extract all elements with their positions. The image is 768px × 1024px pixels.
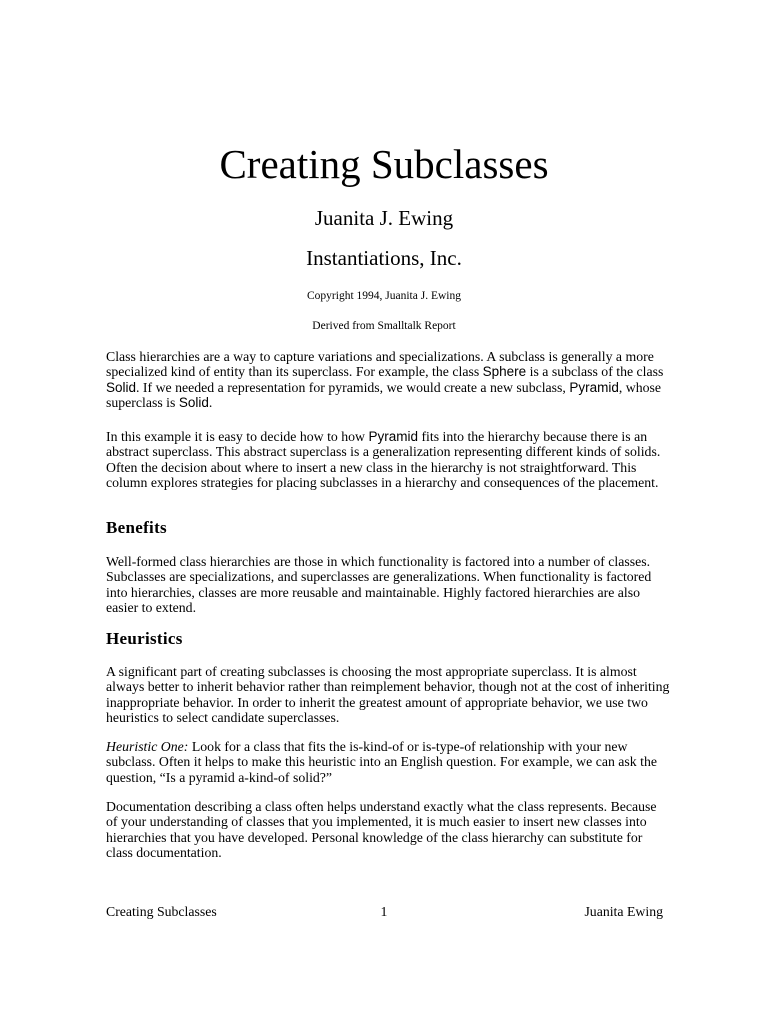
text-run: . If we needed a representation for pyramids, we would create a new subclass, bbox=[136, 379, 570, 395]
paragraph-text: Documentation describing a class often helps understand exactly what the class represents. Because of your understanding of classes that you implemented, it is much easier to insert new classes into hierarchies that you have developed. Personal knowledge of the class hierarchy can substitute for class documentation. bbox=[106, 799, 657, 860]
document-title: Creating Subclasses bbox=[219, 141, 549, 187]
benefits-heading: Benefits bbox=[106, 518, 167, 537]
intro-paragraph-2 bbox=[106, 429, 671, 490]
heuristics-heading: Heuristics bbox=[106, 629, 183, 648]
heuristics-paragraph-1 bbox=[106, 664, 671, 725]
footer-author: Juanita Ewing bbox=[584, 904, 663, 919]
document-author: Juanita J. Ewing bbox=[314, 206, 454, 230]
class-name: Sphere bbox=[482, 364, 527, 380]
class-name: Pyramid bbox=[569, 379, 619, 395]
class-name: Solid bbox=[106, 379, 137, 395]
text-run: fits into the hierarchy because there is an abstract superclass. This abstract superclass is a generalization representing different kinds of solids. Often the decision about where to insert a new class in the hierarchy is not straightforward. This column explores strategies for placing subclasses in a hierarchy and consequences of the placement. bbox=[106, 429, 661, 490]
class-name: Solid bbox=[178, 394, 209, 410]
footer-title: Creating Subclasses bbox=[106, 904, 217, 919]
class-name: Pyramid bbox=[368, 429, 418, 444]
text-run: , whose superclass is bbox=[106, 379, 661, 410]
derived-line: Derived from Smalltalk Report bbox=[312, 320, 456, 332]
copyright-line: Copyright 1994, Juanita J. Ewing bbox=[307, 290, 461, 302]
heuristics-paragraph-3 bbox=[106, 799, 671, 860]
document-organization: Instantiations, Inc. bbox=[306, 246, 462, 270]
text-run: In this example it is easy to decide how to how bbox=[106, 429, 369, 444]
text-run: . bbox=[208, 394, 213, 410]
paragraph-text: A significant part of creating subclasses is choosing the most appropriate superclass. It is almost always better to inherit behavior rather than reimplement behavior, though not at the cost of inheriting inappropriate behavior. In order to inherit the greatest amount of appropriate behavior, we use two heuristics to select candidate superclasses. bbox=[106, 664, 670, 725]
heuristic-label: Heuristic One: bbox=[106, 739, 189, 754]
benefits-paragraph bbox=[106, 554, 671, 615]
footer-page-number: 1 bbox=[380, 904, 388, 919]
text-run: is a subclass of the class bbox=[526, 364, 664, 380]
heuristics-paragraph-2 bbox=[106, 739, 671, 785]
paragraph-text: Well-formed class hierarchies are those in which functionality is factored into a number of classes. Subclasses are specializations, and superclasses are generalizations. When functionality is factored into hierarchies, classes are more reusable and maintainable. Highly factored hierarchies are also easier to extend. bbox=[106, 554, 652, 615]
text-run: Look for a class that fits the is-kind-of or is-type-of relationship with your new subclass. Often it helps to make this heuristic into an English question. For example, we can ask the question, “Is a pyramid a-kind-of solid?” bbox=[106, 739, 657, 785]
intro-paragraph-1 bbox=[106, 349, 671, 410]
text-run: Class hierarchies are a way to capture variations and specializations. A subclass is generally a more specialized kind of entity than its superclass. For example, the class bbox=[106, 349, 654, 380]
